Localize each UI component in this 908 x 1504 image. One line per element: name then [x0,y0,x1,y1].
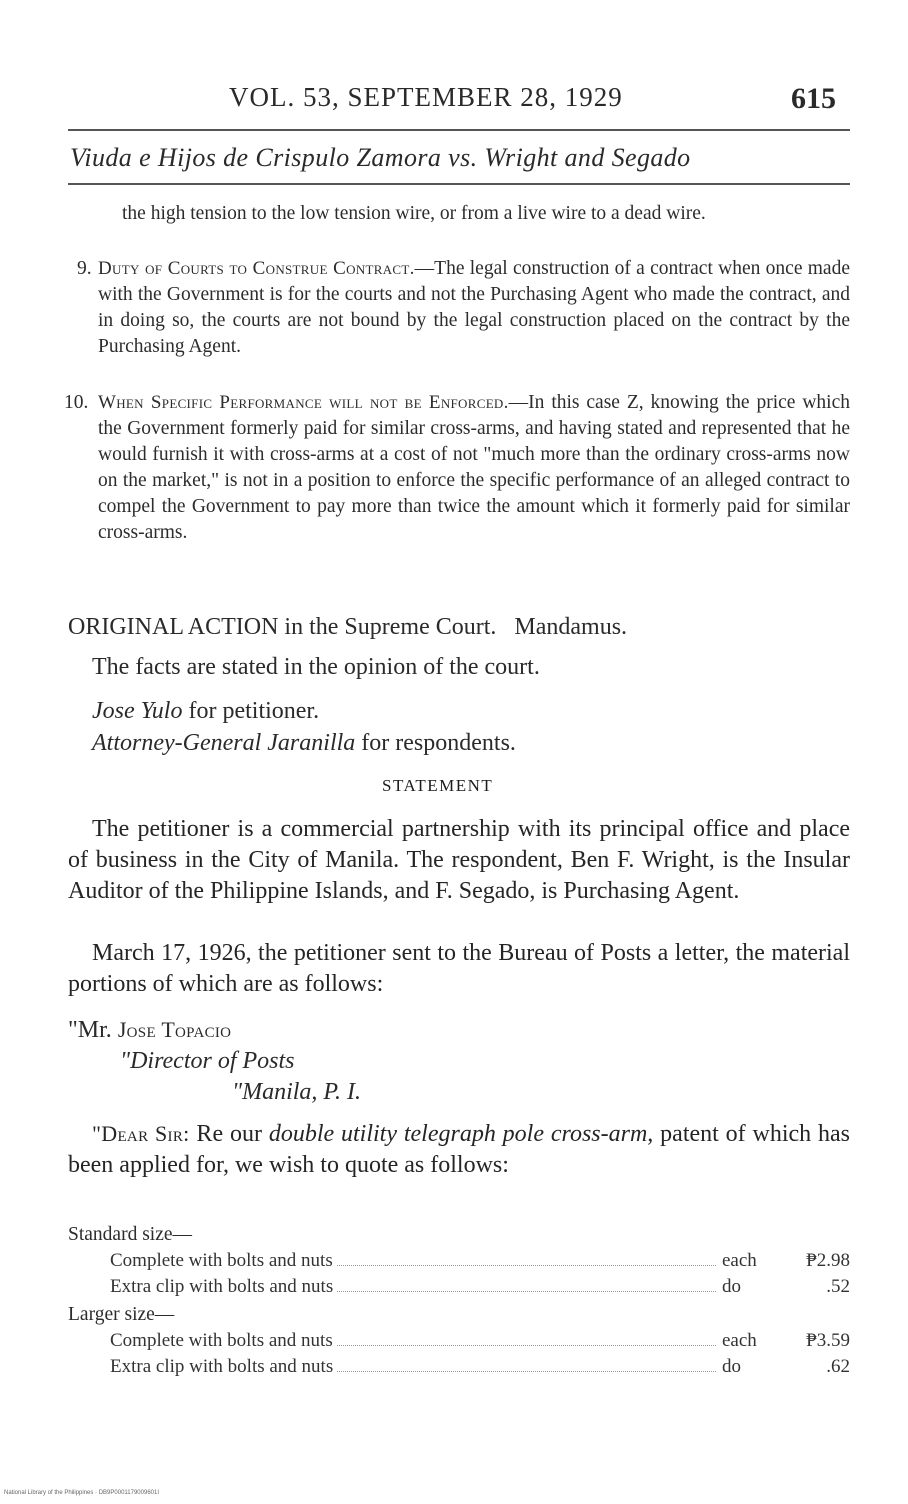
statement-paragraph-1: The petitioner is a commercial partnership with its principal office and place of business in the City of Manila. The respondent, Ben F. Wright, is the Insular Auditor of the Philippine Islands, and F. Segado, is Purchasing Agent. [68,816,850,904]
leader-dots [337,1264,716,1266]
price-unit: each [722,1250,757,1271]
page-number: 615 [791,82,836,115]
syllabus-text: —In this case Z, knowing the price which the Government formerly paid for similar cross-arms, and having stated and represented that he would furnish it with cross-arms at a cost of not "much more than the ordinary cross-arms now on the market," is not in a position to enforce the specific performance of an alleged contract to compel the Government to pay more than twice the amount which it formerly paid for similar cross-arms. [98,392,850,543]
respondent-counsel-role: for respondents. [355,730,516,756]
salutation: "Dear Sir: [92,1121,190,1146]
syllabus-text: —The legal construction of a contract when once made with the Government is for the courts and not the Purchasing Agent who made the contract, and in doing so, the courts are not bound by the legal construction placed on the contract by the Purchasing Agent. [98,258,850,357]
statement-paragraph-2: March 17, 1926, the petitioner sent to the Bureau of Posts a letter, the material portions of which are as follows: [68,940,850,997]
counsel-respondent [92,728,516,759]
header-rule-bottom [68,183,850,185]
letter-body [68,1118,850,1181]
action-type: Mandamus. [514,614,628,640]
petitioner-counsel-role: for petitioner. [182,698,320,724]
price-item: Complete with bolts and nuts [110,1330,333,1351]
letter-body-italic: double utility telegraph pole cross-arm, [268,1121,654,1147]
leader-dots [337,1370,716,1372]
scan-footer-note: National Library of the Philippines · DB9P0001179009601I [4,1490,159,1496]
price-value: ₱3.59 [806,1330,850,1351]
counsel-petitioner [92,696,319,727]
price-value: ₱2.98 [806,1250,850,1271]
addressee-city: "Manila, P. I. [232,1079,361,1105]
addressee-title: "Director of Posts [120,1048,295,1074]
price-unit: do [722,1276,741,1297]
syllabus-item [98,390,850,546]
syllabus-continuation: the high tension to the low tension wire, or from a live wire to a dead wire. [122,203,706,224]
letter-body-pre: Re our [189,1121,269,1147]
petitioner-counsel-name: Jose Yulo [92,698,183,724]
statement-heading: STATEMENT [382,776,494,795]
syllabus-item [98,256,850,360]
addressee-name: Jose Topacio [117,1017,232,1042]
letter-addressee [68,1014,231,1046]
price-row [110,1274,850,1300]
action-title: ORIGINAL ACTION in the Supreme Court. [68,614,497,640]
facts-line: The facts are stated in the opinion of the court. [92,654,540,680]
action-line [68,612,627,643]
price-item: Extra clip with bolts and nuts [110,1356,334,1377]
leader-dots [337,1344,716,1346]
syllabus-number: 9. [77,258,92,279]
syllabus-heading: Duty of Courts to Construe Contract. [98,258,415,279]
letter-body-post: patent of which has been applied for, we wish to quote as follows: [68,1121,851,1178]
price-row [110,1328,850,1354]
syllabus-number: 10. [64,392,89,413]
price-value: .52 [826,1276,850,1297]
price-unit: each [722,1330,757,1351]
syllabus-heading: When Specific Performance will not be Enforced. [98,392,509,413]
price-item: Extra clip with bolts and nuts [110,1276,334,1297]
price-row [110,1354,850,1380]
price-item: Complete with bolts and nuts [110,1250,333,1271]
header-rule-top [68,129,850,131]
price-group-label: Standard size— [68,1224,193,1245]
respondent-counsel-name: Attorney-General Jaranilla [92,730,356,756]
price-group-label: Larger size— [68,1304,175,1325]
price-row [110,1248,850,1274]
price-unit: do [722,1356,741,1377]
running-head: VOL. 53, SEPTEMBER 28, 1929 [229,82,623,112]
case-title: Viuda e Hijos de Crispulo Zamora vs. Wright and Segado [70,143,691,172]
leader-dots [337,1290,716,1292]
addressee-prefix: "Mr. [68,1017,118,1043]
price-value: .62 [826,1356,850,1377]
